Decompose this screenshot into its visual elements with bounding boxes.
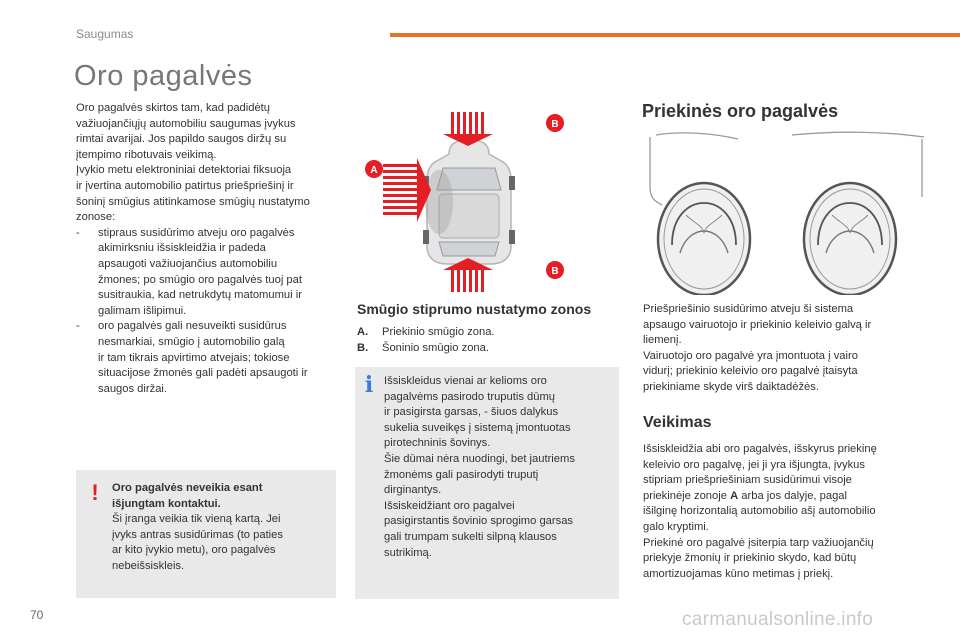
- bullet-item: [76, 226, 338, 320]
- text-line: dirginantys.: [384, 484, 442, 497]
- front-airbags-title: Priekinės oro pagalvės: [642, 101, 839, 121]
- zone-letter: A.: [357, 326, 369, 338]
- text-line: išilginę horizontalią automobilio ašį automobilio: [643, 505, 876, 518]
- text-line: Oro pagalvės neveikia esant: [112, 482, 263, 494]
- bullet-dash: -: [76, 226, 80, 239]
- text-line: apsaugo vairuotojo ir priekinio keleivio galvą ir: [643, 318, 872, 331]
- text-line: [643, 489, 918, 505]
- text-line: žmones; po smūgio oro pagalvės tuoj pat: [98, 273, 302, 286]
- text-line: Ši įranga veikia tik vieną kartą. Jei: [112, 513, 281, 526]
- zone-text: Šoninio smūgio zona.: [382, 342, 489, 354]
- svg-text:B: B: [551, 119, 559, 130]
- zone-a-ref: A: [730, 489, 739, 502]
- svg-text:A: A: [370, 165, 378, 176]
- text-line: Vairuotojo oro pagalvė yra įmontuota į vairo: [643, 349, 858, 362]
- text-line: galo kryptimi.: [643, 520, 709, 533]
- text-line: susitraukia, kad netrukdytų matomumui ir: [98, 289, 302, 302]
- text-line: akimirksniu išsiskleidžia ir padeda: [98, 242, 266, 255]
- warning-text: [112, 481, 317, 575]
- text-line: pirotechninis šovinys.: [384, 437, 491, 450]
- zones-list: [357, 324, 607, 356]
- zone-text: Priekinio smūgio zona.: [382, 326, 495, 338]
- text-line: ir įvertina automobilio patirtus priešpriešinį ir: [76, 179, 294, 192]
- passenger-airbag-icon: [804, 183, 896, 295]
- text-line: apsaugoti važiuojančius automobiliu: [98, 257, 278, 270]
- text-fragment: priekinėje zonoje: [643, 489, 731, 502]
- text-line: žmonėms gali pasirodyti truputį: [384, 468, 539, 481]
- text-line: stipriam priešpriešiniam susidūrimui visoje: [643, 474, 852, 487]
- bullet-item: [76, 319, 338, 397]
- text-line: Oro pagalvės skirtos tam, kad padidėtų: [76, 102, 271, 114]
- text-line: Priekinė oro pagalvė įsiterpia tarp važiuojančių: [643, 536, 874, 549]
- text-line: liemenį.: [643, 334, 682, 347]
- text-line: sutrikimą.: [384, 546, 432, 559]
- label-a-badge: [365, 160, 383, 178]
- bullet-dash: -: [76, 320, 80, 333]
- zones-title: Smūgio stiprumo nustatymo zonos: [357, 301, 592, 317]
- text-line: gali trumpam sukelti silpną klausos: [384, 530, 557, 543]
- text-line: sukelia suveikęs į sistemą įmontuotas: [384, 421, 571, 434]
- warning-icon: !: [91, 480, 99, 505]
- text-line: priekyje žmonių ir priekinio skydo, kad būtų: [643, 552, 857, 565]
- info-text: [384, 374, 612, 561]
- text-line: galimam išlipimui.: [98, 304, 187, 317]
- text-line: važiuojančiųjų automobiliu saugumas įvykus: [76, 117, 296, 130]
- bullet-text: [98, 226, 338, 320]
- driver-airbag-icon: [658, 183, 750, 295]
- text-line: Išsiskeidžiant oro pagalvei: [384, 499, 515, 512]
- info-icon: i: [364, 372, 374, 398]
- front-impact-zone-shading: [425, 170, 453, 234]
- text-line: Šie dūmai nėra nuodingi, bet jautriems: [384, 452, 575, 465]
- arrow-a-left: [383, 158, 431, 222]
- text-line: nebeišsiskleis.: [112, 559, 185, 572]
- text-line: pasigirstantis šovinio sprogimo garsas: [384, 515, 574, 528]
- zone-item-a: [357, 324, 607, 340]
- text-line: zonose:: [76, 211, 116, 224]
- operation-title: Veikimas: [643, 414, 712, 431]
- text-line: Išsiskleidžia abi oro pagalvės, išskyrus priekinę: [643, 443, 877, 455]
- text-line: keleivio oro pagalvę, jei ji yra išjungta, įvykus: [643, 458, 865, 471]
- text-line: ir tam tikrais apvirtimo atvejais; tokiose: [98, 351, 290, 364]
- text-line: išjungtam kontaktui.: [112, 497, 221, 510]
- text-line: priekiniame skyde virš daiktadėžės.: [643, 380, 819, 393]
- page-title: Oro pagalvės: [74, 60, 253, 92]
- page-number: 70: [30, 608, 44, 622]
- svg-text:B: B: [551, 266, 559, 277]
- text-fragment: arba jos dalyje, pagal: [738, 489, 848, 502]
- text-line: saugos diržai.: [98, 382, 168, 395]
- text-line: amortizuojamas kūno metimas į priekį.: [643, 567, 834, 580]
- label-b-bottom-badge: [546, 261, 564, 279]
- text-line: Priešpriešinio susidūrimo atveju ši sistema: [643, 303, 854, 315]
- bullet-text: [98, 319, 338, 397]
- text-line: ar kito įvykio metu), oro pagalvės: [112, 544, 276, 557]
- text-line: nesmarkiai, smūgio į automobilio galą: [98, 335, 285, 348]
- text-line: ir pasigirsta garsas, - šiuos dalykus: [384, 406, 559, 419]
- watermark: carmanualsonline.info: [682, 609, 874, 630]
- text-line: Įvykio metu elektroniniai detektoriai fiksuoja: [76, 164, 292, 177]
- front-airbags-text: [643, 302, 918, 396]
- section-header: Saugumas: [76, 27, 134, 41]
- text-line: vidurį; priekinio keleivio oro pagalvė įtaisyta: [643, 365, 858, 378]
- zone-item-b: [357, 340, 607, 356]
- text-line: oro pagalvės gali nesuveikti susidūrus: [98, 320, 287, 333]
- zone-letter: B.: [357, 342, 369, 354]
- operation-text: [643, 442, 918, 582]
- text-line: įvyks antras susidūrimas (to paties: [112, 528, 283, 541]
- text-line: pagalvėms pasirodo truputis dūmų: [384, 390, 556, 403]
- text-line: Išsiskleidus vienai ar kelioms oro: [384, 375, 547, 387]
- impact-zones-diagram: [353, 106, 585, 292]
- label-b-top-badge: [546, 114, 564, 132]
- text-line: įtempimo ribotuvais veikimą.: [76, 148, 217, 161]
- text-line: stipraus susidūrimo atveju oro pagalvės: [98, 226, 295, 239]
- text-line: situacijose žmonės gali padėti apsaugoti ir: [98, 367, 308, 380]
- intro-text: [76, 101, 338, 397]
- text-line: šoninį smūgius atitinkamose smūgių nustatymo: [76, 195, 310, 208]
- header-accent-bar: [390, 33, 960, 37]
- arrow-b-top: [443, 112, 493, 146]
- front-airbags-illustration: [642, 127, 930, 295]
- text-line: rimtai avarijai. Jos papildo saugos diržų su: [76, 133, 287, 146]
